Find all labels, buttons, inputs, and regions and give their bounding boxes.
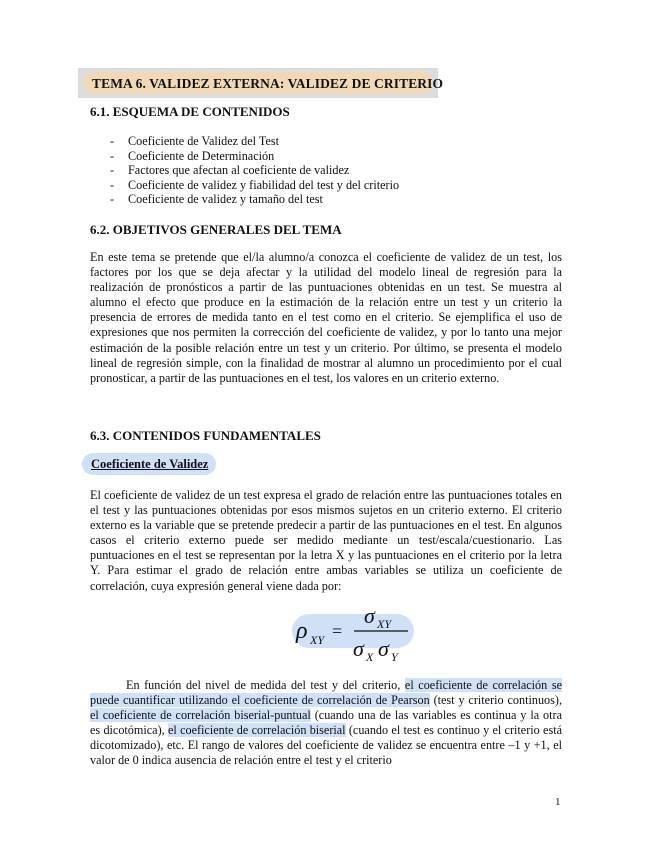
dash-bullet: - — [110, 163, 115, 178]
formula-denominator-x-sub: X — [366, 650, 374, 664]
section-heading-contenidos: 6.3. CONTENIDOS FUNDAMENTALES — [90, 428, 321, 443]
list-item — [110, 192, 399, 207]
formula-equals: = — [332, 621, 343, 641]
dash-bullet: - — [110, 134, 115, 148]
list-item — [110, 163, 399, 178]
highlight-biserial-puntual: el coeficiente de correlación biserial-puntual — [90, 708, 311, 723]
section-heading-esquema: 6.1. ESQUEMA DE CONTENIDOS — [90, 104, 290, 119]
page-number: 1 — [555, 796, 561, 808]
formula-numerator-sub: XY — [377, 617, 392, 631]
list-item-text: Factores que afectan al coeficiente de validez — [128, 163, 350, 178]
list-item-text: Coeficiente de validez y tamaño del test — [128, 192, 323, 207]
formula-denominator-x: σ — [353, 636, 364, 661]
section-heading-objetivos: 6.2. OBJETIVOS GENERALES DEL TEMA — [90, 222, 342, 237]
list-item — [110, 149, 399, 164]
formula-denominator-y-sub: Y — [391, 650, 398, 664]
list-item-text: Coeficiente de Validez del Test — [128, 134, 279, 148]
coefficient-types-text: En función del nivel de medida del test y del criterio, el coeficiente de correlación se puede cuantificar utilizando el coeficiente de correlación de Pearson (test y criterio continuos), el coeficiente de correlación biserial-puntual (cuando una de las variables es continua y la otra es dicotómica), el coeficiente de correlación biserial (cuando el test es continuo y el criterio está dicotomizado), etc. El rango de valores del coeficiente de validez se encuentra entre –1 y +1, el valor de 0 indica ausencia de relación entre el test y el criterio — [90, 678, 562, 768]
document-title: TEMA 6. VALIDEZ EXTERNA: VALIDEZ DE CRITERIO — [92, 76, 444, 91]
intro-text: El coeficiente de validez de un test expresa el grado de relación entre las puntuaciones totales en el test y las puntuaciones obtenidas por esos mismos sujetos en un criterio externo. El criterio externo es la variable que se pretende predecir a partir de las puntuaciones en el test. En algunos casos el criterio externo puede ser medido mediante un test/escala/cuestionario. Las puntuaciones en el test se representan por la letra X y las puntuaciones en el criterio por la letra Y. Para estimar el grado de relación entre ambas variables se utiliza un coeficiente de correlación, cuya expresión general viene dada por: — [90, 488, 562, 593]
subheading-coeficiente: Coeficiente de Validez — [91, 457, 209, 471]
formula-numerator: σ — [364, 603, 375, 628]
list-item-text: Coeficiente de validez y fiabilidad del test y del criterio — [128, 177, 400, 192]
formula-rho-sub: XY — [310, 633, 325, 647]
objectives-paragraph — [90, 250, 562, 386]
coefficient-types-paragraph — [90, 678, 562, 769]
list-item — [110, 134, 399, 149]
dash-bullet: - — [110, 177, 115, 192]
highlight-biserial: el coeficiente de correlación biserial — [167, 723, 346, 738]
list-item-text: Coeficiente de Determinación — [128, 148, 275, 163]
formula-denominator-y: σ — [378, 636, 389, 661]
dash-bullet: - — [110, 148, 115, 163]
contents-list — [110, 134, 399, 207]
objectives-text: En este tema se pretende que el/la alumno/a conozca el coeficiente de validez de un test, los factores por los que se deja afectar y la utilidad del modelo lineal de regresión para la realización de pronósticos a partir de las puntuaciones obtenidas en un test. Se muestra al alumno el efecto que produce en la estimación de la relación entre un test y un criterio la presencia de errores de medida tanto en el test como en el criterio. Se ejemplifica el uso de expresiones que nos permiten la corrección del coeficiente de validez, y por lo tanto una mejor estimación de la posible relación entre un test y un criterio. Por último, se presenta el modelo lineal de regresión simple, con la finalidad de mostrar al alumno un procedimiento por el cual pronosticar, a partir de las puntuaciones en el test, los valores en un criterio externo. — [90, 250, 562, 385]
intro-paragraph — [90, 488, 562, 594]
formula-rho: ρ — [296, 618, 308, 644]
list-item — [110, 178, 399, 193]
correlation-formula — [290, 600, 430, 670]
dash-bullet: - — [110, 192, 115, 207]
highlight-pearson: el coeficiente de correlación se puede cuantificar utilizando el coeficiente de correlación de Pearson — [90, 678, 562, 708]
